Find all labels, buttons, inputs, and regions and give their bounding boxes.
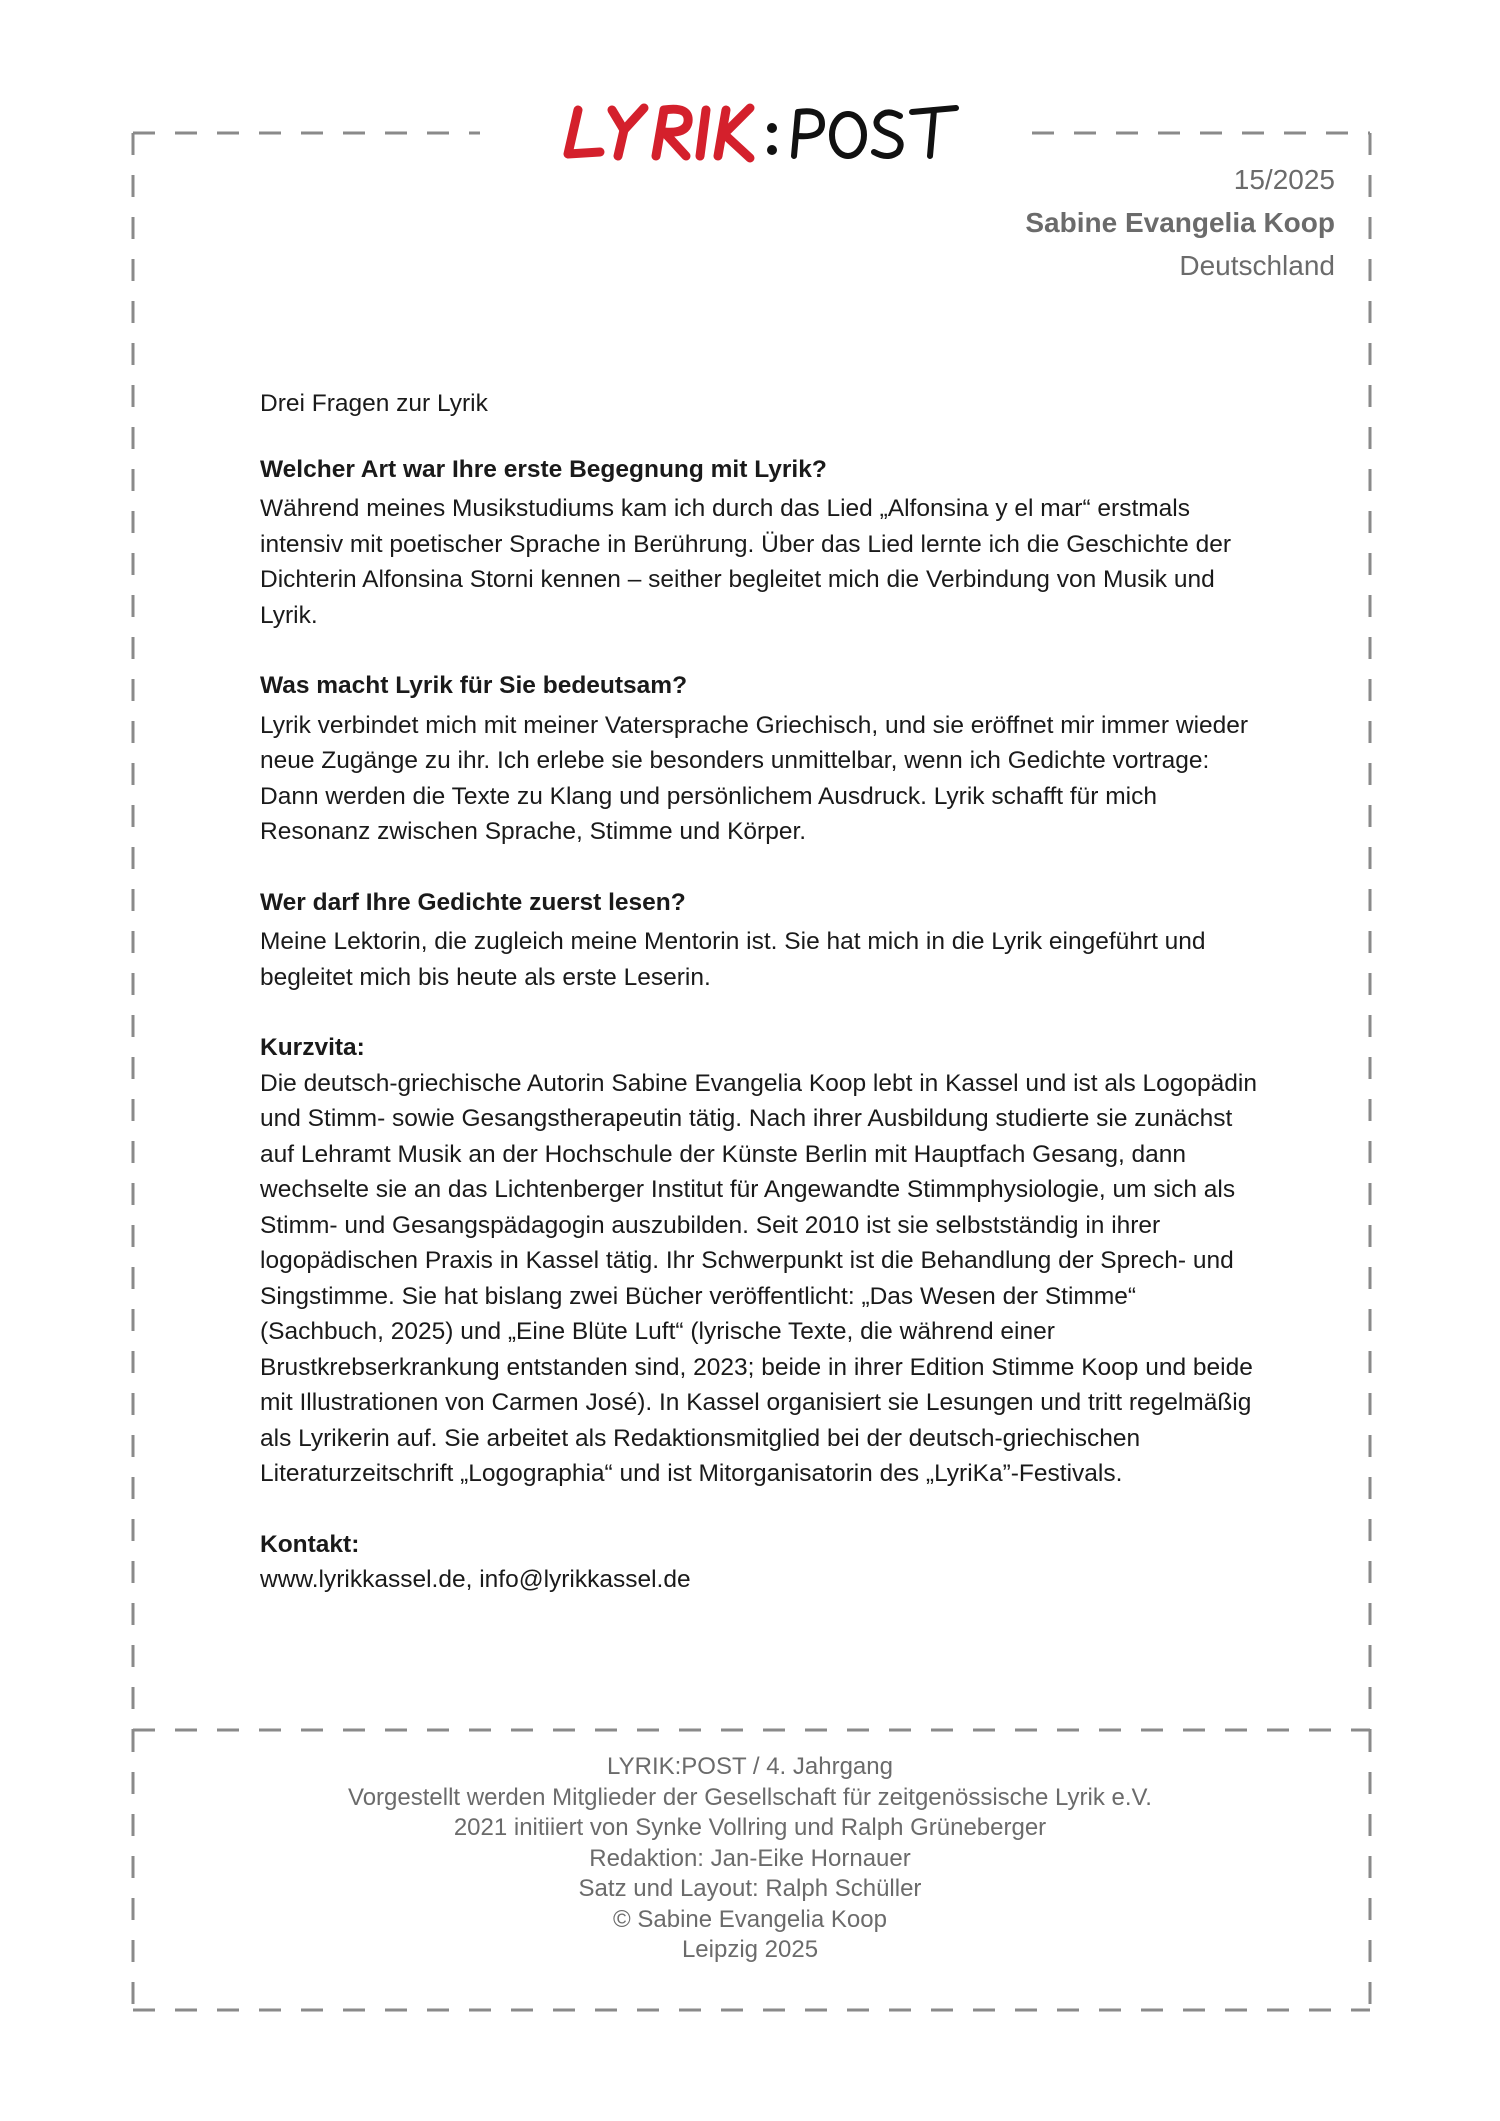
footer-line-layout: Satz und Layout: Ralph Schüller (578, 1875, 922, 1902)
main-content (260, 386, 1260, 1633)
footer-line-editor: Redaktion: Jan-Eike Hornauer (589, 1844, 911, 1872)
question-block-1 (260, 452, 1260, 634)
footer-line-copyright: © Sabine Evangelia Koop (613, 1905, 887, 1933)
logo-colon (767, 123, 777, 155)
answer-1: Während meines Musikstudiums kam ich durch das Lied „Alfonsina y el mar“ erstmals intensiv mit poetischer Sprache in Berührung. Über das Lied lernte ich die Geschichte der Dichterin Alfonsina Storni kennen – seither begleitet mich die Verbindung von Musik und Lyrik. (260, 495, 1231, 629)
issue-number: 15/2025 (1233, 164, 1335, 195)
footer-line-members: Vorgestellt werden Mitglieder der Gesellschaft für zeitgenössische Lyrik e.V. (348, 1783, 1152, 1811)
answer-2: Lyrik verbindet mich mit meiner Vatersprache Griechisch, und sie eröffnet mir immer wieder neue Zugänge zu ihr. Ich erlebe sie besonders unmittelbar, wenn ich Gedichte vortrage: Dann werden die Texte zu Klang und persönlichem Ausdruck. Lyrik schafft für mich Resonanz zwischen Sprache, Stimme und Körper. (260, 711, 1249, 845)
footer-colophon (130, 1752, 1370, 1966)
question-3: Wer darf Ihre Gedichte zuerst lesen? (260, 888, 686, 916)
question-block-3 (260, 885, 1260, 996)
question-2: Was macht Lyrik für Sie bedeutsam? (260, 672, 688, 699)
footer-line-series: LYRIK:POST / 4. Jahrgang (607, 1753, 893, 1780)
intro-title: Drei Fragen zur Lyrik (260, 390, 488, 417)
author-name: Sabine Evangelia Koop (1025, 207, 1335, 238)
contact-heading: Kontakt: (260, 1530, 360, 1558)
footer-line-place-year: Leipzig 2025 (681, 1936, 819, 1963)
vita-block (260, 1030, 1260, 1492)
contact-block (260, 1527, 1260, 1598)
header-meta (1025, 158, 1335, 287)
vita-text: Die deutsch-griechische Autorin Sabine Evangelia Koop lebt in Kassel und ist als Logopädin und Stimm- sowie Gesangstherapeutin tätig. Nach ihrer Ausbildung studierte sie zunächst auf Lehramt Musik an der Hochschule der Künste Berlin mit Hauptfach Gesang, dann wechselte sie an das Lichtenberger Institut für Angewandte Stimmphysiologie, um sich als Stimm- und Gesangspädagogin auszubilden. Seit 2010 ist sie selbstständig in ihrer logopädischen Praxis in Kassel tätig. Ihr Schwerpunkt ist die Behandlung der Sprech- und Singstimme. Sie hat bislang zwei Bücher veröffentlicht: „Das Wesen der Stimme“ (Sachbuch, 2025) und „Eine Blüte Luft“ (lyrische Texte, die während einer Brustkrebserkrankung entstanden sind, 2023; beide in ihrer Edition Stimme Koop und beide mit Illustrationen von Carmen José). In Kassel organisiert sie Lesungen und tritt regelmäßig als Lyrikerin auf. Sie arbeitet als Redaktionsmitglied bei der deutsch-griechischen Literaturzeitschrift „Logographia“ und ist Mitorganisatorin des „LyriKa”-Festivals. (260, 1069, 1257, 1487)
answer-3: Meine Lektorin, die zugleich meine Mentorin ist. Sie hat mich in die Lyrik eingeführt und begleitet mich bis heute als erste Leserin. (260, 928, 1206, 991)
logo-lyrik-letters (568, 108, 750, 158)
contact-text: www.lyrikkassel.de, info@lyrikkassel.de (260, 1566, 691, 1593)
lyrik-post-logo (560, 98, 960, 168)
question-block-2 (260, 668, 1260, 850)
vita-heading: Kurzvita: (260, 1034, 365, 1061)
question-1: Welcher Art war Ihre erste Begegnung mit Lyrik? (260, 455, 827, 483)
footer-line-initiators: 2021 initiiert von Synke Vollring und Ralph Grüneberger (453, 1814, 1047, 1841)
logo-post-letters (794, 108, 956, 156)
author-country: Deutschland (1179, 250, 1335, 281)
